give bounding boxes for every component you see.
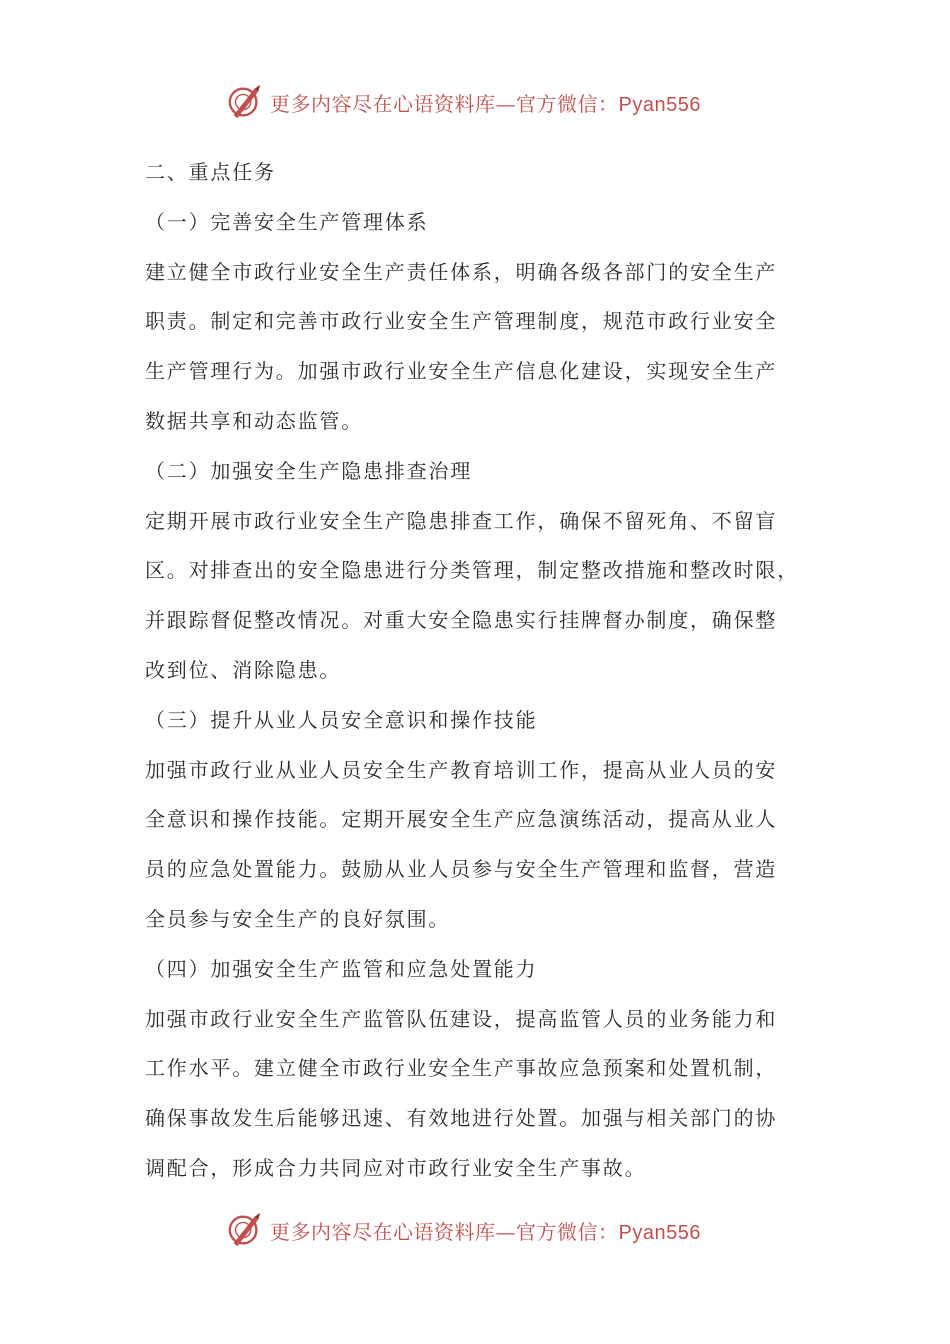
paragraph-line: 员的应急处置能力。鼓励从业人员参与安全生产管理和监督，营造 [145,857,778,882]
watermark-dash: — [495,1219,516,1244]
subsection-title-3: （三）提升从业人员安全意识和操作技能 [145,707,538,732]
subsection-title-1: （一）完善安全生产管理体系 [145,209,429,234]
paragraph-line: 定期开展市政行业安全生产隐患排查工作，确保不留死角、不留盲 [145,508,778,533]
paragraph-line: 确保事故发生后能够迅速、有效地进行处置。加强与相关部门的协 [145,1106,778,1131]
watermark-wechat-id: Pyan556 [618,93,701,116]
paragraph-line: 并跟踪督促整改情况。对重大安全隐患实行挂牌督办制度，确保整 [145,608,778,633]
pen-logo-icon [226,1211,264,1249]
paragraph-line: 工作水平。建立健全市政行业安全生产事故应急预案和处置机制， [145,1056,778,1081]
watermark-dash: — [495,91,516,116]
watermark-banner-top [226,82,746,122]
watermark-official: 官方微信： [516,1219,619,1244]
paragraph-line: 建立健全市政行业安全生产责任体系，明确各级各部门的安全生产 [145,259,778,284]
watermark-official: 官方微信： [516,91,619,116]
watermark-text [270,1216,701,1245]
watermark-brand: 更多内容尽在心语资料库 [270,1219,496,1244]
paragraph-line: 生产管理行为。加强市政行业安全生产信息化建设，实现安全生产 [145,359,778,384]
paragraph-line: 职责。制定和完善市政行业安全生产管理制度，规范市政行业安全 [145,309,778,334]
paragraph-line: 全员参与安全生产的良好氛围。 [145,906,451,931]
subsection-title-4: （四）加强安全生产监管和应急处置能力 [145,956,538,981]
paragraph-line: 改到位、消除隐患。 [145,657,342,682]
watermark-text [270,88,701,117]
section-title: 二、重点任务 [145,160,276,184]
pen-logo-icon [226,83,264,121]
watermark-banner-bottom [226,1210,746,1250]
paragraph-line: 区。对排查出的安全隐患进行分类管理，制定整改措施和整改时限， [145,558,799,583]
watermark-brand: 更多内容尽在心语资料库 [270,91,496,116]
document-body [145,148,810,1194]
paragraph-line: 加强市政行业从业人员安全生产教育培训工作，提高从业人员的安 [145,757,778,782]
paragraph-line: 调配合，形成合力共同应对市政行业安全生产事故。 [145,1155,647,1180]
paragraph-line: 全意识和操作技能。定期开展安全生产应急演练活动，提高从业人 [145,807,778,832]
watermark-wechat-id: Pyan556 [618,1221,701,1244]
paragraph-line: 数据共享和动态监管。 [145,408,363,433]
subsection-title-2: （二）加强安全生产隐患排查治理 [145,458,472,483]
paragraph-line: 加强市政行业安全生产监管队伍建设，提高监管人员的业务能力和 [145,1006,778,1031]
